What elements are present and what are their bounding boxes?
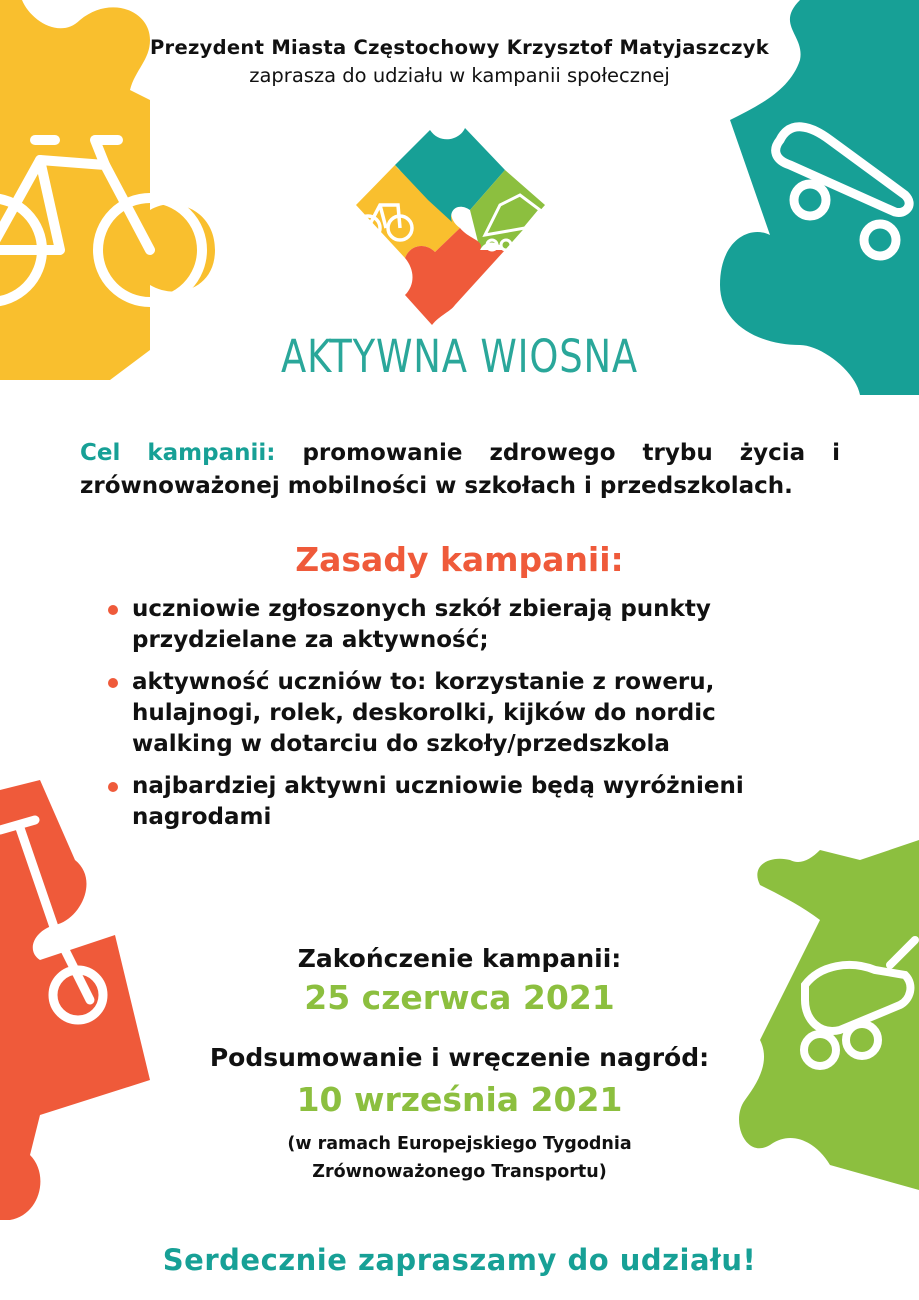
- end-label: Zakończenie kampanii:: [297, 944, 622, 973]
- rule-item: [108, 594, 808, 656]
- campaign-title: AKTYWNA WIOSNA: [281, 330, 638, 383]
- organizer-line: Prezydent Miasta Częstochowy Krzysztof Matyjaszczyk: [149, 36, 770, 59]
- campaign-logo: [356, 128, 545, 325]
- rule-text: aktywność uczniów to: korzystanie z roweru, hulajnogi, rolek, deskorolki, kijków do nordic walking w dotarciu do szkoły/przedszkola: [132, 669, 716, 757]
- summary-note: [0, 1130, 919, 1186]
- goal-label: Cel kampanii:: [80, 440, 276, 466]
- closing-invitation: Serdecznie zapraszamy do udziału!: [162, 1243, 757, 1277]
- end-date: 25 czerwca 2021: [304, 978, 615, 1017]
- summary-date: 10 września 2021: [296, 1080, 623, 1119]
- organizer-header: [0, 34, 919, 90]
- bullet-icon: [108, 678, 118, 688]
- campaign-goal: [80, 437, 840, 503]
- rule-text: uczniowie zgłoszonych szkół zbierają punkty przydzielane za aktywność;: [132, 596, 711, 653]
- summary-label: Podsumowanie i wręczenie nagród:: [209, 1043, 710, 1072]
- note-line-2: Zrównoważonego Transportu): [312, 1162, 607, 1182]
- note-line-1: (w ramach Europejskiego Tygodnia: [287, 1134, 632, 1154]
- rule-item: [108, 667, 808, 760]
- invitation-line: zaprasza do udziału w kampanii społecznej: [249, 64, 670, 87]
- bullet-icon: [108, 782, 118, 792]
- rules-heading: Zasady kampanii:: [295, 540, 624, 579]
- bullet-icon: [108, 605, 118, 615]
- rule-item: [108, 771, 808, 833]
- goal-text: promowanie zdrowego trybu życia i zrównoważonej mobilności w szkołach i przedszkolach.: [80, 440, 840, 499]
- rule-text: najbardziej aktywni uczniowie będą wyróżnieni nagrodami: [132, 773, 744, 830]
- rules-list: [108, 594, 808, 844]
